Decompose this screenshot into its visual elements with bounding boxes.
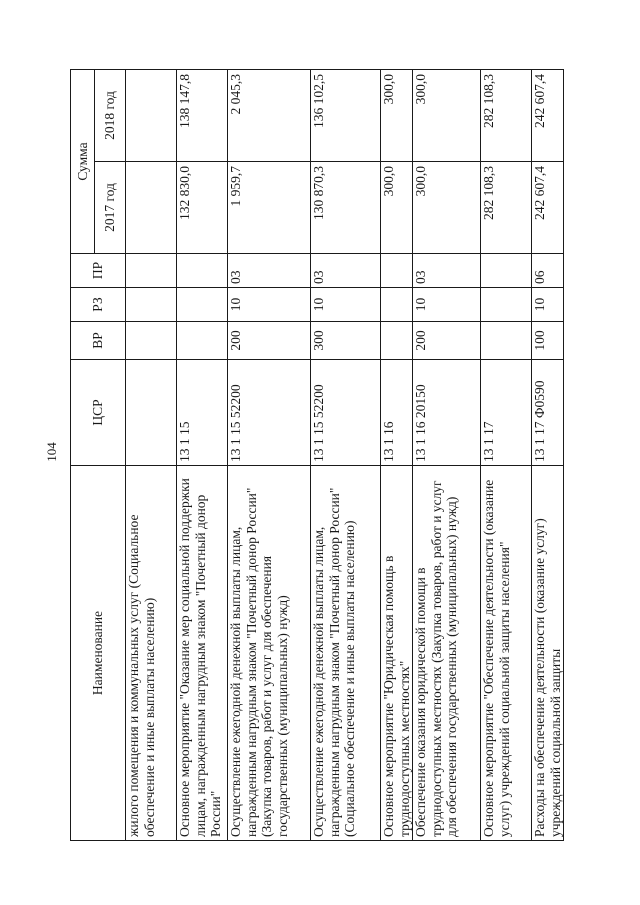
row-pr-cell: 03 xyxy=(311,254,381,288)
row-2018-cell: 300,0 xyxy=(381,69,413,161)
row-vr-cell xyxy=(126,322,177,360)
row-name-cell: Основное мероприятие "Юридическая помощь в труднодоступных местностях" xyxy=(381,466,413,841)
row-pr-cell xyxy=(381,254,413,288)
row-rz-cell: 10 xyxy=(532,288,564,322)
row-2018-cell: 282 108,3 xyxy=(481,69,532,161)
row-pr-cell xyxy=(126,254,177,288)
header-name: Наименование xyxy=(71,466,126,841)
row-vr-cell xyxy=(481,322,532,360)
row-name-cell: Основное мероприятие "Оказание мер социальной поддержки лицам, награжденным нагрудным знаком "Почетный донор России" xyxy=(177,466,228,841)
header-vr: ВР xyxy=(71,322,126,360)
table-row xyxy=(481,69,532,840)
row-rz-cell: 10 xyxy=(413,288,481,322)
table-row xyxy=(381,69,413,840)
table-row xyxy=(228,69,311,840)
page-number: 104 xyxy=(44,442,59,462)
row-name-cell: Осуществление ежегодной денежной выплаты лицам, награжденным нагрудным знаком "Почетный донор России" (Закупка товаров, работ и услуг для обеспечения государственных (муниципальных) нужд) xyxy=(228,466,311,841)
row-csr-cell: 13 1 17 xyxy=(481,360,532,466)
row-2017-cell: 282 108,3 xyxy=(481,162,532,254)
header-sum: Сумма xyxy=(71,69,95,253)
row-vr-cell: 200 xyxy=(228,322,311,360)
row-rz-cell xyxy=(481,288,532,322)
row-csr-cell: 13 1 16 xyxy=(381,360,413,466)
row-2017-cell: 130 870,3 xyxy=(311,162,381,254)
row-csr-cell: 13 1 15 52200 xyxy=(228,360,311,466)
table-row xyxy=(532,69,564,840)
header-2017: 2017 год xyxy=(95,162,126,254)
rotated-table-container xyxy=(70,70,563,841)
row-pr-cell: 06 xyxy=(532,254,564,288)
row-2017-cell: 1 959,7 xyxy=(228,162,311,254)
row-vr-cell xyxy=(177,322,228,360)
budget-table xyxy=(70,69,564,841)
header-row-1 xyxy=(71,69,95,840)
row-2018-cell: 300,0 xyxy=(413,69,481,161)
table-row xyxy=(311,69,381,840)
row-csr-cell: 13 1 16 20150 xyxy=(413,360,481,466)
row-name-cell: Основное мероприятие "Обеспечение деятельности (оказание услуг) учреждений социальной защиты населения" xyxy=(481,466,532,841)
header-pr: ПР xyxy=(71,254,126,288)
row-vr-cell: 300 xyxy=(311,322,381,360)
row-rz-cell: 10 xyxy=(228,288,311,322)
row-name-cell: Расходы на обеспечение деятельности (оказание услуг) учреждений социальной защиты xyxy=(532,466,564,841)
row-2018-cell: 136 102,5 xyxy=(311,69,381,161)
row-2017-cell xyxy=(126,162,177,254)
row-pr-cell: 03 xyxy=(413,254,481,288)
header-rz: РЗ xyxy=(71,288,126,322)
row-2017-cell: 242 607,4 xyxy=(532,162,564,254)
row-pr-cell: 03 xyxy=(228,254,311,288)
header-2018: 2018 год xyxy=(95,69,126,161)
row-rz-cell: 10 xyxy=(311,288,381,322)
header-csr: ЦСР xyxy=(71,360,126,466)
row-csr-cell: 13 1 17 Ф0590 xyxy=(532,360,564,466)
row-pr-cell xyxy=(481,254,532,288)
row-csr-cell xyxy=(126,360,177,466)
row-2018-cell: 242 607,4 xyxy=(532,69,564,161)
row-pr-cell xyxy=(177,254,228,288)
row-rz-cell xyxy=(381,288,413,322)
row-rz-cell xyxy=(126,288,177,322)
row-csr-cell: 13 1 15 xyxy=(177,360,228,466)
row-2018-cell: 2 045,3 xyxy=(228,69,311,161)
row-name-cell: жилого помещения и коммунальных услуг (Социальное обеспечение и иные выплаты населению) xyxy=(126,466,177,841)
row-2018-cell xyxy=(126,69,177,161)
row-vr-cell: 100 xyxy=(532,322,564,360)
row-rz-cell xyxy=(177,288,228,322)
row-2018-cell: 138 147,8 xyxy=(177,69,228,161)
row-name-cell: Осуществление ежегодной денежной выплаты лицам, награжденным нагрудным знаком "Почетный донор России" (Социальное обеспечение и иные выплаты населению) xyxy=(311,466,381,841)
row-csr-cell: 13 1 15 52200 xyxy=(311,360,381,466)
table-row xyxy=(413,69,481,840)
table-row xyxy=(177,69,228,840)
row-2017-cell: 300,0 xyxy=(381,162,413,254)
table-body xyxy=(126,69,564,840)
row-vr-cell xyxy=(381,322,413,360)
row-2017-cell: 132 830,0 xyxy=(177,162,228,254)
row-name-cell: Обеспечение оказания юридической помощи в труднодоступных местностях (Закупка товаров, работ и услуг для обеспечения государственных (муниципальных) нужд) xyxy=(413,466,481,841)
row-vr-cell: 200 xyxy=(413,322,481,360)
table-row xyxy=(126,69,177,840)
row-2017-cell: 300,0 xyxy=(413,162,481,254)
